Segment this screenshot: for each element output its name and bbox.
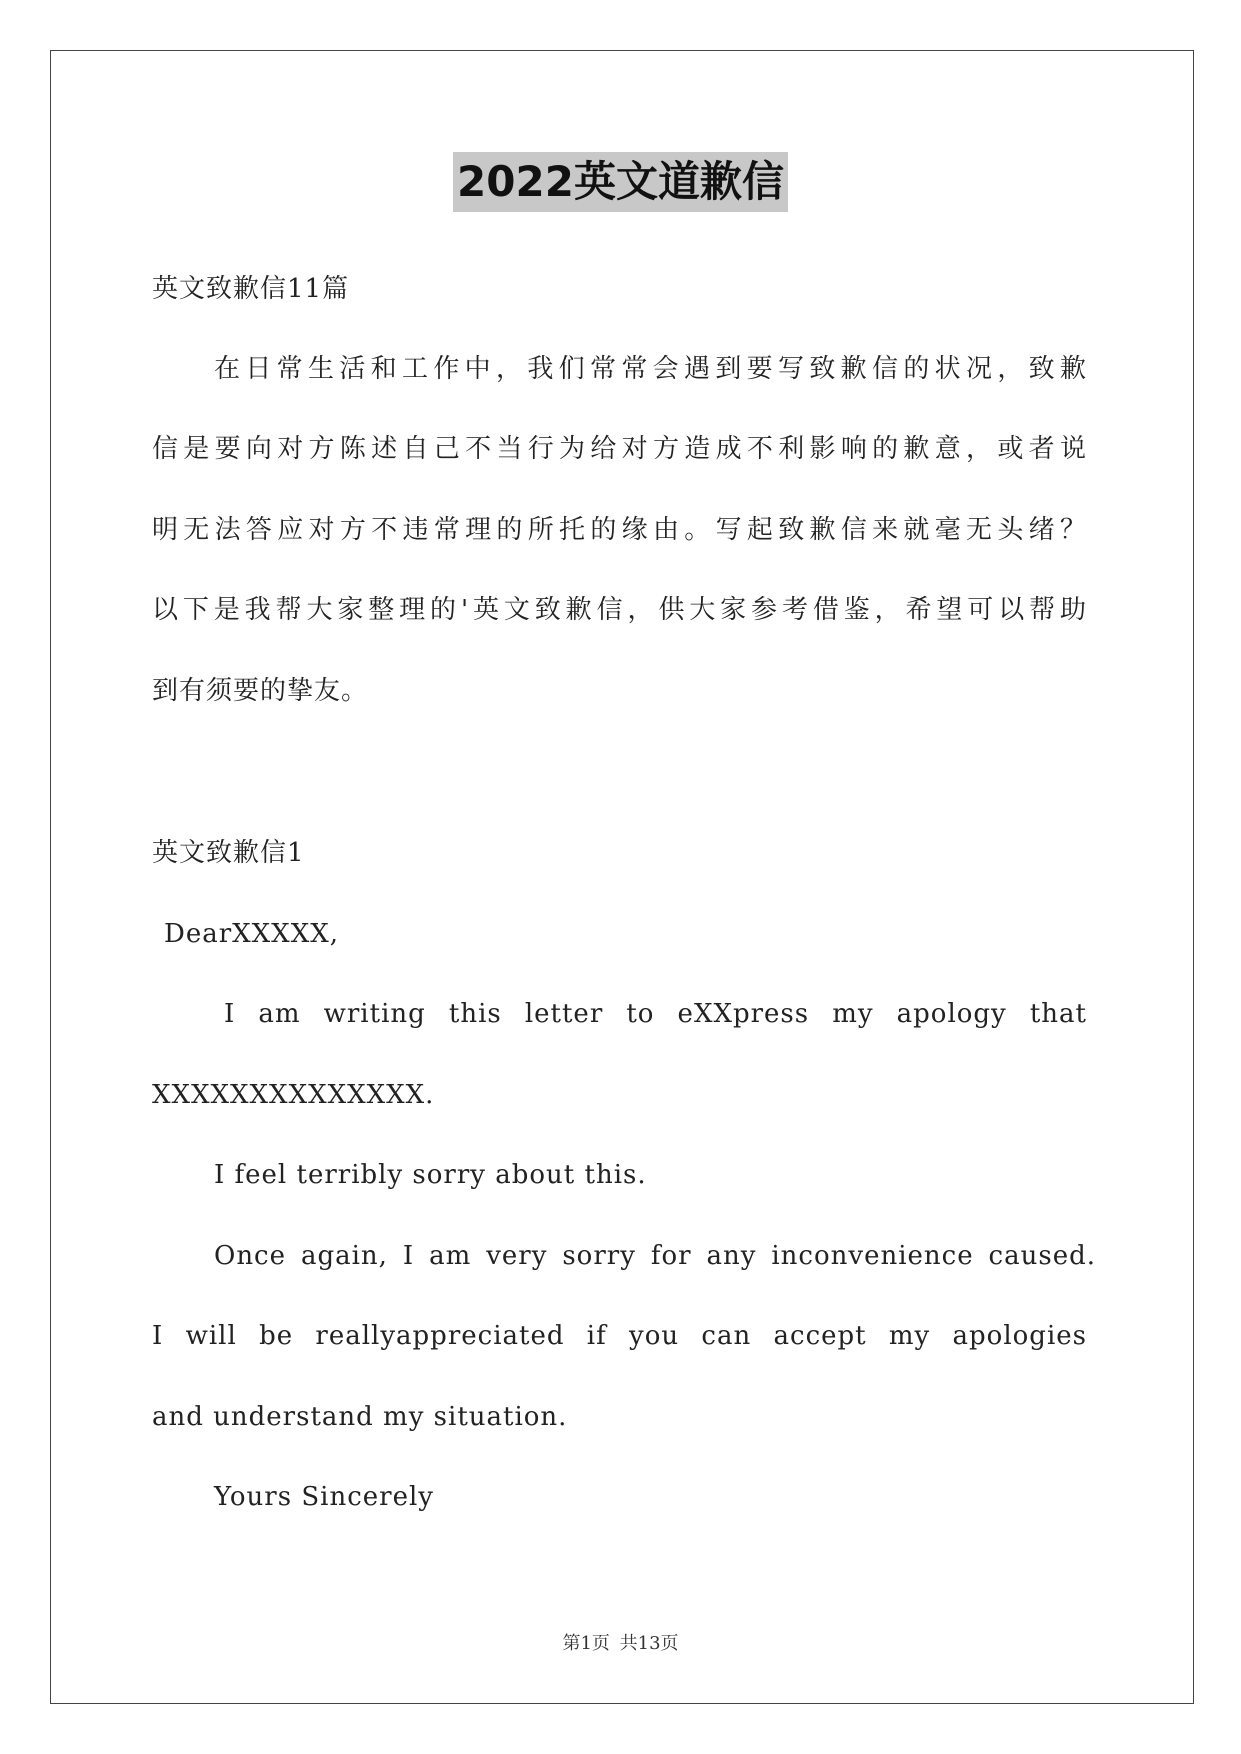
letter-body-line-5: I will be reallyappreciated if you can accept my apologies [152, 1321, 1087, 1351]
letter-closing: Yours Sincerely [214, 1482, 434, 1512]
section-heading: 英文致歉信1 [152, 838, 305, 868]
intro-line-1: 在日常生活和工作中，我们常常会遇到要写致歉信的状况，致歉 [214, 354, 1087, 384]
intro-line-4: 以下是我帮大家整理的'英文致歉信，供大家参考借鉴，希望可以帮助 [152, 595, 1087, 625]
intro-line-2: 信是要向对方陈述自己不当行为给对方造成不利影响的歉意，或者说 [152, 434, 1087, 464]
page-number: 第1页 [562, 1633, 610, 1654]
document-title: 2022英文道歉信 [453, 152, 788, 212]
intro-line-3: 明无法答应对方不违常理的所托的缘由。写起致歉信来就毫无头绪？ [152, 515, 1087, 545]
letter-body-line-4: Once again, I am very sorry for any inconvenience caused. [214, 1241, 1096, 1271]
page-total: 共13页 [619, 1633, 679, 1654]
page-footer [0, 1632, 1241, 1656]
letter-body-line-6: and understand my situation. [152, 1402, 568, 1432]
intro-line-5: 到有须要的挚友。 [152, 676, 369, 706]
letter-body-line-3: I feel terribly sorry about this. [214, 1160, 647, 1190]
letter-body-line-2: XXXXXXXXXXXXXX. [152, 1080, 435, 1110]
document-heading: 英文致歉信11篇 [152, 274, 350, 304]
letter-body-line-1: I am writing this letter to eXXpress my apology that [224, 999, 1087, 1029]
letter-salutation: DearXXXXX, [164, 919, 339, 949]
title-container [0, 152, 1241, 212]
